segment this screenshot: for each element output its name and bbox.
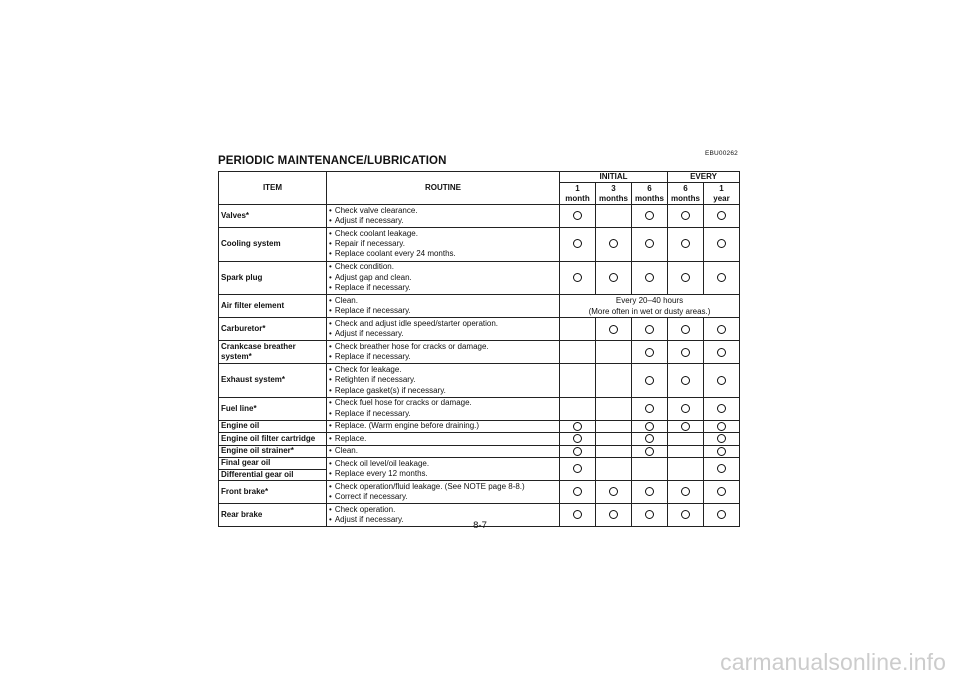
interval-cell <box>704 364 740 398</box>
routine-line: • Repair if necessary. <box>329 239 557 249</box>
interval-cell <box>704 481 740 504</box>
interval-cell <box>560 397 596 420</box>
routine-line: • Adjust if necessary. <box>329 329 557 339</box>
circle-mark-icon <box>609 510 618 519</box>
note-line: Every 20–40 hours <box>615 296 684 305</box>
circle-mark-icon <box>645 487 654 496</box>
routine-line: • Clean. <box>329 446 557 456</box>
interval-cell <box>704 397 740 420</box>
interval-cell <box>704 433 740 446</box>
interval-cell <box>560 318 596 341</box>
routine-line: • Replace if necessary. <box>329 409 557 419</box>
table-row <box>219 445 740 458</box>
item-cell <box>219 205 327 228</box>
table-row <box>219 205 740 228</box>
routine-line: • Adjust gap and clean. <box>329 273 557 283</box>
circle-mark-icon <box>717 487 726 496</box>
interval-cell <box>668 433 704 446</box>
interval-cell <box>632 341 668 364</box>
circle-mark-icon <box>573 447 582 456</box>
interval-cell <box>560 261 596 295</box>
routine-line: • Check operation. <box>329 505 557 515</box>
interval-cell <box>560 341 596 364</box>
interval-cell <box>668 458 704 481</box>
item-cell <box>219 364 327 398</box>
interval-cell <box>596 397 632 420</box>
routine-line: • Replace. (Warm engine before draining.) <box>329 421 557 431</box>
routine-cell <box>327 458 560 481</box>
circle-mark-icon <box>645 447 654 456</box>
interval-header: 1 month <box>560 183 596 205</box>
interval-cell <box>560 420 596 433</box>
interval-cell <box>632 420 668 433</box>
routine-cell <box>327 397 560 420</box>
item-cell <box>219 341 327 364</box>
item-cell <box>219 228 327 262</box>
item-cell <box>219 295 327 318</box>
circle-mark-icon <box>717 434 726 443</box>
circle-mark-icon <box>681 404 690 413</box>
circle-mark-icon <box>645 422 654 431</box>
interval-header: 6 months <box>668 183 704 205</box>
interval-cell <box>632 445 668 458</box>
routine-line: • Correct if necessary. <box>329 492 557 502</box>
circle-mark-icon <box>645 325 654 334</box>
routine-line: • Retighten if necessary. <box>329 375 557 385</box>
item-header: ITEM <box>219 172 327 205</box>
table-row <box>219 341 740 364</box>
item-line: Spark plug <box>221 272 263 282</box>
item-line: Fuel line* <box>221 403 257 413</box>
interval-cell <box>596 445 632 458</box>
item-cell <box>219 481 327 504</box>
interval-cell <box>668 481 704 504</box>
routine-line: • Adjust if necessary. <box>329 216 557 226</box>
routine-line: • Check oil level/oil leakage. <box>329 459 557 469</box>
routine-cell <box>327 228 560 262</box>
routine-line: • Replace if necessary. <box>329 352 557 362</box>
routine-cell <box>327 318 560 341</box>
routine-header: ROUTINE <box>327 172 560 205</box>
item-cell <box>219 261 327 295</box>
interval-cell <box>632 261 668 295</box>
routine-line: • Replace. <box>329 434 557 444</box>
interval-cell <box>704 458 740 481</box>
routine-cell <box>327 295 560 318</box>
circle-mark-icon <box>717 422 726 431</box>
interval-cell <box>560 481 596 504</box>
item-line: Air filter element <box>221 300 285 310</box>
interval-cell <box>668 228 704 262</box>
routine-line: • Clean. <box>329 296 557 306</box>
circle-mark-icon <box>645 376 654 385</box>
interval-cell <box>704 261 740 295</box>
interval-cell <box>668 318 704 341</box>
circle-mark-icon <box>573 211 582 220</box>
routine-line: • Check breather hose for cracks or damage. <box>329 342 557 352</box>
interval-cell <box>668 261 704 295</box>
table-row <box>219 397 740 420</box>
interval-cell <box>596 261 632 295</box>
interval-cell <box>632 458 668 481</box>
circle-mark-icon <box>681 510 690 519</box>
interval-cell <box>668 341 704 364</box>
interval-cell <box>596 433 632 446</box>
circle-mark-icon <box>609 487 618 496</box>
interval-cell <box>560 364 596 398</box>
circle-mark-icon <box>717 404 726 413</box>
circle-mark-icon <box>717 510 726 519</box>
circle-mark-icon <box>645 273 654 282</box>
item-line: Engine oil <box>221 421 260 431</box>
item-line: Carburetor* <box>221 324 266 334</box>
interval-cell <box>560 458 596 481</box>
item-cell <box>219 397 327 420</box>
interval-cell <box>704 228 740 262</box>
circle-mark-icon <box>573 273 582 282</box>
circle-mark-icon <box>681 487 690 496</box>
item-cell: Differential gear oil <box>219 469 327 480</box>
circle-mark-icon <box>681 376 690 385</box>
item-line: Engine oil filter cartridge <box>221 433 316 443</box>
interval-cell <box>668 364 704 398</box>
item-line: Cooling system <box>221 239 281 249</box>
table-row <box>219 295 740 318</box>
interval-cell <box>596 458 632 481</box>
circle-mark-icon <box>681 211 690 220</box>
interval-cell <box>596 341 632 364</box>
page-title: PERIODIC MAINTENANCE/LUBRICATION <box>218 155 447 167</box>
interval-cell <box>632 433 668 446</box>
page-number: 8-7 <box>473 520 487 531</box>
circle-mark-icon <box>573 487 582 496</box>
interval-cell <box>632 205 668 228</box>
circle-mark-icon <box>717 447 726 456</box>
item-cell <box>219 445 327 458</box>
circle-mark-icon <box>573 510 582 519</box>
interval-cell <box>596 420 632 433</box>
interval-cell <box>704 205 740 228</box>
interval-cell <box>704 341 740 364</box>
interval-cell <box>704 445 740 458</box>
interval-header: 1 year <box>704 183 740 205</box>
interval-header: 3 months <box>596 183 632 205</box>
routine-line: • Replace every 12 months. <box>329 469 557 479</box>
routine-line: • Check and adjust idle speed/starter operation. <box>329 319 557 329</box>
maintenance-table <box>218 171 740 527</box>
circle-mark-icon <box>573 434 582 443</box>
routine-line: • Replace if necessary. <box>329 283 557 293</box>
initial-header: INITIAL <box>560 172 668 183</box>
interval-cell <box>632 228 668 262</box>
interval-cell <box>596 364 632 398</box>
interval-cell <box>668 205 704 228</box>
interval-cell <box>632 364 668 398</box>
interval-cell <box>596 481 632 504</box>
interval-cell <box>560 228 596 262</box>
circle-mark-icon <box>681 273 690 282</box>
item-line: Engine oil strainer* <box>221 446 294 456</box>
table-row <box>219 261 740 295</box>
interval-cell <box>560 433 596 446</box>
circle-mark-icon <box>645 239 654 248</box>
interval-cell <box>560 205 596 228</box>
routine-line: • Replace gasket(s) if necessary. <box>329 386 557 396</box>
interval-cell <box>668 420 704 433</box>
routine-line: • Replace coolant every 24 months. <box>329 249 557 259</box>
routine-cell <box>327 481 560 504</box>
circle-mark-icon <box>573 422 582 431</box>
item-line: Rear brake <box>221 509 263 519</box>
interval-cell <box>668 397 704 420</box>
interval-cell <box>632 481 668 504</box>
routine-line: • Check valve clearance. <box>329 206 557 216</box>
circle-mark-icon <box>609 239 618 248</box>
document-code: EBU00262 <box>704 150 738 157</box>
item-cell <box>219 420 327 433</box>
table-row <box>219 458 740 469</box>
circle-mark-icon <box>717 273 726 282</box>
interval-cell <box>596 205 632 228</box>
item-line: system* <box>221 352 252 362</box>
routine-cell <box>327 364 560 398</box>
item-line: Exhaust system* <box>221 375 286 385</box>
circle-mark-icon <box>645 404 654 413</box>
routine-line: • Check for leakage. <box>329 365 557 375</box>
table-row <box>219 228 740 262</box>
circle-mark-icon <box>573 239 582 248</box>
table-row <box>219 420 740 433</box>
routine-cell <box>327 445 560 458</box>
interval-cell <box>596 318 632 341</box>
circle-mark-icon <box>609 273 618 282</box>
routine-line: • Adjust if necessary. <box>329 515 557 525</box>
table-row <box>219 318 740 341</box>
interval-cell <box>560 445 596 458</box>
circle-mark-icon <box>717 325 726 334</box>
circle-mark-icon <box>717 376 726 385</box>
item-cell <box>219 433 327 446</box>
item-cell: Final gear oil <box>219 458 327 469</box>
circle-mark-icon <box>609 325 618 334</box>
note-line: (More often in wet or dusty areas.) <box>588 307 711 317</box>
item-line: Front brake* <box>221 486 269 496</box>
interval-cell <box>596 228 632 262</box>
interval-cell <box>704 318 740 341</box>
item-cell <box>219 318 327 341</box>
circle-mark-icon <box>717 211 726 220</box>
watermark: carmanualsonline.info <box>720 649 946 675</box>
item-line: Valves* <box>221 210 250 220</box>
circle-mark-icon <box>681 239 690 248</box>
circle-mark-icon <box>681 422 690 431</box>
circle-mark-icon <box>717 239 726 248</box>
interval-cell <box>668 445 704 458</box>
circle-mark-icon <box>717 464 726 473</box>
circle-mark-icon <box>645 434 654 443</box>
circle-mark-icon <box>681 348 690 357</box>
item-line: Crankcase breather <box>221 341 296 351</box>
circle-mark-icon <box>645 348 654 357</box>
table-row <box>219 481 740 504</box>
routine-cell <box>327 205 560 228</box>
interval-cell <box>704 420 740 433</box>
routine-cell <box>327 261 560 295</box>
interval-header: 6 months <box>632 183 668 205</box>
routine-line: • Check coolant leakage. <box>329 229 557 239</box>
routine-line: • Check condition. <box>329 262 557 272</box>
interval-note <box>560 295 740 318</box>
routine-line: • Replace if necessary. <box>329 306 557 316</box>
table-row <box>219 433 740 446</box>
interval-cell <box>632 397 668 420</box>
routine-line: • Check fuel hose for cracks or damage. <box>329 398 557 408</box>
every-header: EVERY <box>668 172 740 183</box>
circle-mark-icon <box>717 348 726 357</box>
circle-mark-icon <box>645 510 654 519</box>
circle-mark-icon <box>681 325 690 334</box>
routine-cell <box>327 420 560 433</box>
circle-mark-icon <box>645 211 654 220</box>
routine-cell <box>327 433 560 446</box>
routine-cell <box>327 341 560 364</box>
routine-line: • Check operation/fluid leakage. (See NOTE page 8-8.) <box>329 482 557 492</box>
circle-mark-icon <box>573 464 582 473</box>
table-row <box>219 364 740 398</box>
interval-cell <box>632 318 668 341</box>
